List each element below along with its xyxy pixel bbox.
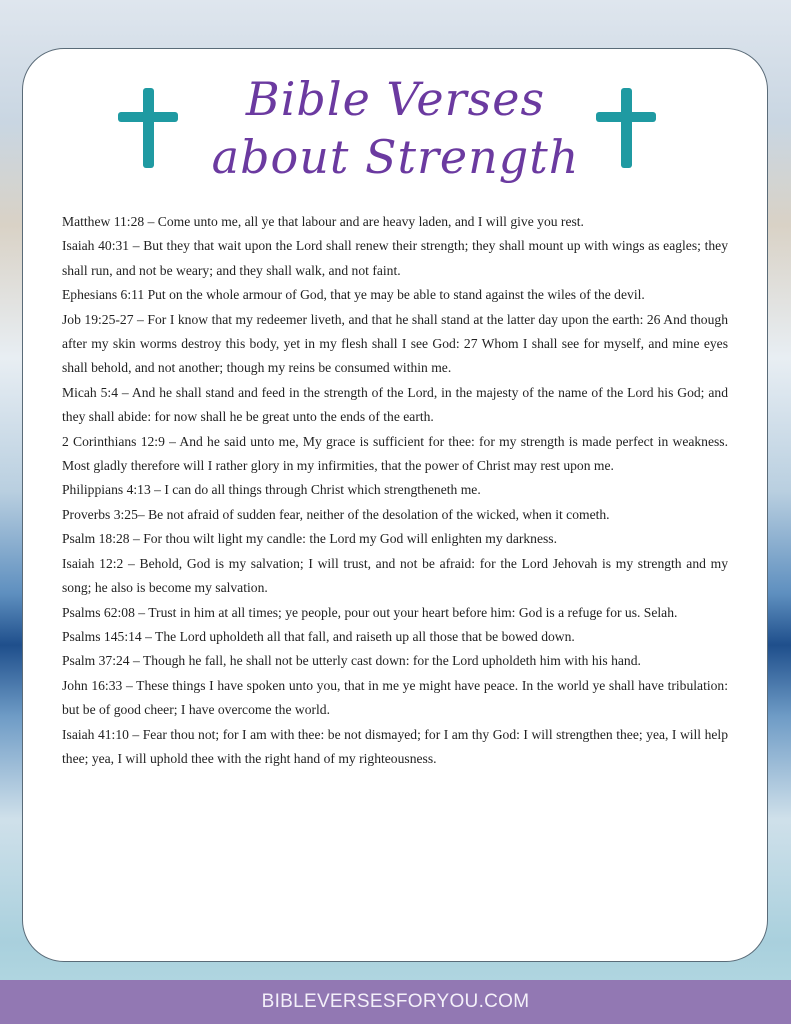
verse: Micah 5:4 – And he shall stand and feed in the strength of the Lord, in the majesty of the name of the Lord his God; and they shall abide: for now shall he be great unto the ends of the earth. [62, 384, 728, 425]
verse: Ephesians 6:11 Put on the whole armour of God, that ye may be able to stand against the wiles of the devil. [62, 287, 645, 303]
verse: Job 19:25-27 – For I know that my redeemer liveth, and that he shall stand at the latter day upon the earth: 26 And though after my skin worms destroy this body, yet in my flesh shall I see God: 27 Whom I shall see for myself, and mine eyes shall behold, and not another; though my reins be consumed within me. [62, 311, 728, 376]
verse: Isaiah 41:10 – Fear thou not; for I am with thee: be not dismayed; for I am thy God: I will strengthen thee; yea, I will help thee; yea, I will uphold thee with the right hand of my righteousness. [62, 726, 728, 766]
title-line-2: about Strength [211, 130, 580, 184]
title-line-1: Bible Verses [245, 72, 546, 126]
verse: Isaiah 40:31 – But they that wait upon the Lord shall renew their strength; they shall mount up with wings as eagles; they shall run, and not be weary; and they shall walk, and not faint. [62, 238, 728, 278]
verse: Psalms 145:14 – The Lord upholdeth all that fall, and raiseth up all those that be bowed down. [62, 628, 575, 644]
verse: Psalms 62:08 – Trust in him at all times; ye people, pour out your heart before him: God is a refuge for us. Selah. [62, 604, 678, 620]
verse: Isaiah 12:2 – Behold, God is my salvation; I will trust, and not be afraid: for the Lord Jehovah is my strength and my song; he also is become my salvation. [62, 555, 728, 596]
verse: Matthew 11:28 – Come unto me, all ye that labour and are heavy laden, and I will give you rest. [62, 214, 584, 229]
verse: Psalm 37:24 – Though he fall, he shall not be utterly cast down: for the Lord upholdeth him with his hand. [62, 653, 641, 669]
verse: 2 Corinthians 12:9 – And he said unto me, My grace is sufficient for thee: for my strength is made perfect in weakness. Most gladly therefore will I rather glory in my infirmities, that the power of Christ may rest upon me. [62, 433, 728, 474]
verse: Proverbs 3:25– Be not afraid of sudden fear, neither of the desolation of the wicked, when it cometh. [62, 506, 610, 522]
verse: Psalm 18:28 – For thou wilt light my candle: the Lord my God will enlighten my darkness. [62, 531, 557, 547]
page-title [0, 70, 791, 186]
verse-list [62, 210, 728, 771]
footer-site-link[interactable]: BIBLEVERSESFORYOU.COM [0, 980, 791, 1024]
verse: Philippians 4:13 – I can do all things through Christ which strengtheneth me. [62, 482, 481, 498]
verse: John 16:33 – These things I have spoken unto you, that in me ye might have peace. In the world ye shall have tribulation: but be of good cheer; I have overcome the world. [62, 677, 728, 718]
